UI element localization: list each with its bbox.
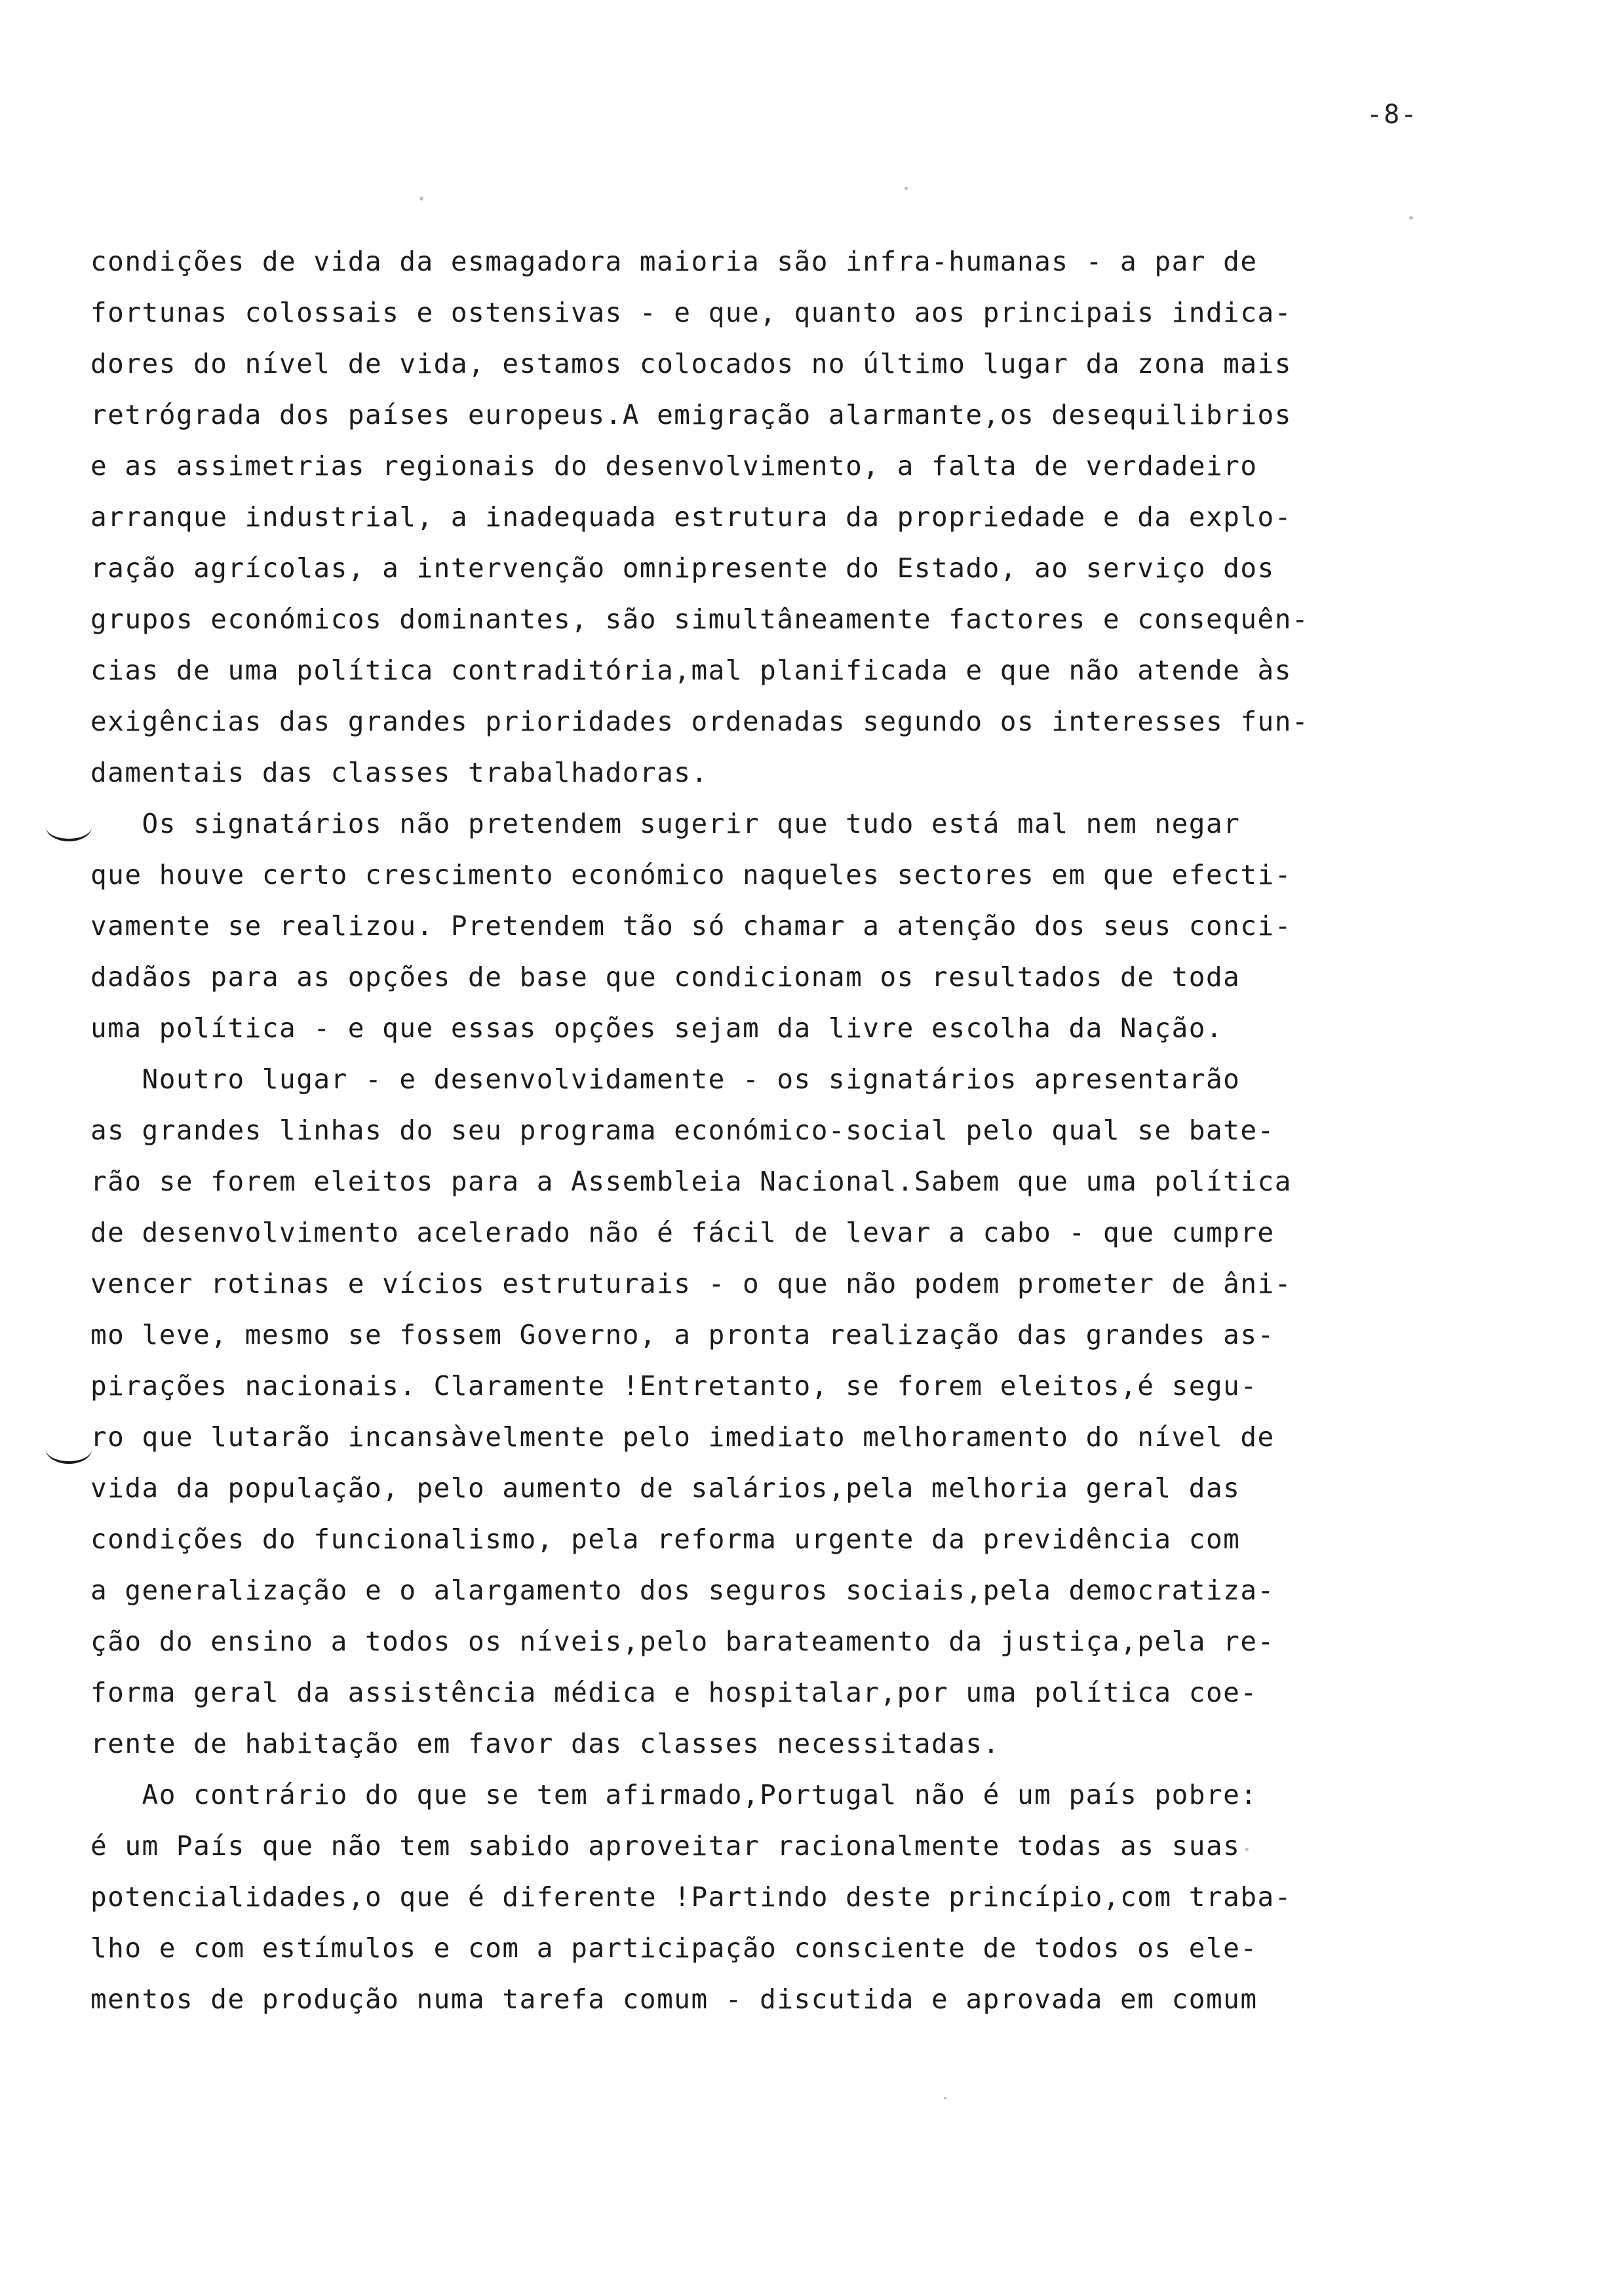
body-text [90,236,1480,2025]
text-line: Os signatários não pretendem sugerir que tudo está mal nem negar [90,808,1241,839]
margin-pen-mark [46,813,92,841]
text-line: vida da população, pelo aumento de salários,pela melhoria geral das [90,1472,1241,1504]
text-line: e as assimetrias regionais do desenvolvimento, a falta de verdadeiro [90,450,1258,482]
scan-speck [905,187,908,190]
text-line: mo leve, mesmo se fossem Governo, a pronta realização das grandes as- [90,1319,1275,1350]
text-line: as grandes linhas do seu programa económico-social pelo qual se bate- [90,1115,1275,1146]
scan-speck [944,2097,946,2099]
text-line: mentos de produção numa tarefa comum - discutida e aprovada em comum [90,1983,1258,2015]
scan-speck [1409,216,1413,220]
text-line: é um País que não tem sabido aproveitar racionalmente todas as suas [90,1830,1241,1862]
text-line: grupos económicos dominantes, são simultâneamente factores e consequên- [90,603,1310,635]
text-line: condições do funcionalismo, pela reforma urgente da previdência com [90,1523,1241,1555]
text-line: rão se forem eleitos para a Assembleia Nacional.Sabem que uma política [90,1166,1292,1197]
text-line: a generalização e o alargamento dos seguros sociais,pela democratiza- [90,1575,1275,1606]
text-line: Ao contrário do que se tem afirmado,Portugal não é um país pobre: [90,1779,1258,1810]
text-line: de desenvolvimento acelerado não é fácil de levar a cabo - que cumpre [90,1217,1275,1248]
text-line: damentais das classes trabalhadoras. [90,757,709,788]
text-line: dadãos para as opções de base que condicionam os resultados de toda [90,961,1241,993]
text-line: cias de uma política contraditória,mal planificada e que não atende às [90,655,1292,686]
text-line: que houve certo crescimento económico naqueles sectores em que efecti- [90,859,1292,890]
scan-speck [419,197,423,201]
text-line: forma geral da assistência médica e hospitalar,por uma política coe- [90,1677,1258,1708]
text-line: exigências das grandes prioridades ordenadas segundo os interesses fun- [90,706,1310,737]
text-line: condições de vida da esmagadora maioria são infra-humanas - a par de [90,246,1258,277]
text-line: pirações nacionais. Claramente !Entretanto, se forem eleitos,é segu- [90,1370,1258,1402]
text-line: rente de habitação em favor das classes necessitadas. [90,1728,1000,1759]
page-number: -8- [1367,100,1418,130]
text-line: uma política - e que essas opções sejam da livre escolha da Nação. [90,1012,1224,1044]
text-line: ção do ensino a todos os níveis,pelo barateamento da justiça,pela re- [90,1626,1275,1657]
text-line: ro que lutarão incansàvelmente pelo imediato melhoramento do nível de [90,1421,1275,1453]
margin-pen-mark [46,1435,92,1464]
text-line: arranque industrial, a inadequada estrutura da propriedade e da explo- [90,501,1292,533]
text-line: dores do nível de vida, estamos colocados no último lugar da zona mais [90,348,1292,379]
text-line: Noutro lugar - e desenvolvidamente - os signatários apresentarão [90,1063,1241,1095]
text-line: fortunas colossais e ostensivas - e que, quanto aos principais indica- [90,297,1292,328]
text-line: lho e com estímulos e com a participação consciente de todos os ele- [90,1932,1258,1964]
text-line: retrógrada dos países europeus.A emigração alarmante,os desequilibrios [90,399,1292,430]
text-line: vamente se realizou. Pretendem tão só chamar a atenção dos seus conci- [90,910,1292,942]
text-line: vencer rotinas e vícios estruturais - o que não podem prometer de âni- [90,1268,1292,1299]
text-line: potencialidades,o que é diferente !Partindo deste princípio,com traba- [90,1881,1292,1913]
text-line: ração agrícolas, a intervenção omnipresente do Estado, ao serviço dos [90,552,1275,584]
